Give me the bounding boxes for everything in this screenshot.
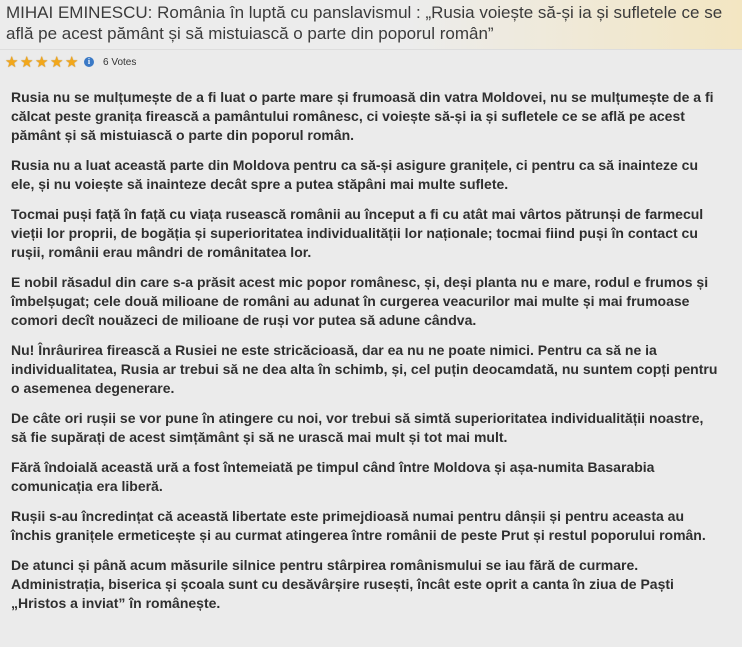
paragraph: Rusia nu se mulțumește de a fi luat o parte mare și frumoasă din vatra Moldovei, nu se mulțumește de a fi călcat peste granița firească a pamântului românesc, ci voiește să-și ia și sufletele ce se află pe acest pământ și să mistuiască o parte din poporul român.: [11, 89, 714, 143]
star-icon[interactable]: ★: [20, 53, 34, 71]
paragraph: De câte ori rușii se vor pune în atingere cu noi, vor trebui să simtă superioritatea individualității noastre, să fie supărați de acest simțământ și să ne urască mai mult și tot mai mult.: [11, 410, 704, 445]
paragraph: Nu! Înrâurirea firească a Rusiei ne este stricăcioasă, dar ea nu ne poate nimici. Pentru ca să ne ia individualitatea, Rusia ar trebui să ne dea alta în schimb, și, cel puțin deocamdată, nu suntem copți pentru o asemenea degenerare.: [11, 342, 718, 396]
paragraph: Rusia nu a luat această parte din Moldova pentru ca să-și asigure granițele, ci pentru ca să inainteze cu ele, și nu voiește să inainteze decât spre a putea stăpâni mai multe suflete.: [11, 157, 698, 192]
star-icon[interactable]: ★: [35, 53, 49, 71]
article-title: MIHAI EMINESCU: România în luptă cu panslavismul : „Rusia voiește să-și ia și sufletele ce se află pe acest pământ și să mistuiască o parte din poporul român”: [6, 3, 723, 43]
paragraph: Tocmai puși față în față cu viața rusească românii au început a fi cu atât mai vârtos pătrunși de farmecul vieții lor proprii, de bogăția și superioritatea individualității lor naționale; tocmai fiind puși în contact cu rușii, românii erau mândri de românitatea lor.: [11, 206, 704, 260]
paragraph: Rușii s-au încredințat că această libertate este primejdioasă numai pentru dânșii și pentru aceasta au închis granițele ermeticește și au curmat atingerea între românii de peste Prut și restul poporului român.: [11, 508, 706, 543]
star-icon[interactable]: ★: [65, 53, 79, 71]
votes-count: 6 Votes: [103, 56, 137, 68]
paragraph: Fără îndoială această ură a fost întemeiată pe timpul când între Moldova și așa-numita Basarabia comunicația era liberă.: [11, 459, 655, 494]
article-body: [0, 74, 742, 613]
title-bar: [0, 0, 742, 50]
star-icon[interactable]: ★: [50, 53, 64, 71]
paragraph: De atunci și până acum măsurile silnice pentru stârpirea românismului se iau fără de curmare. Administrația, biserica și școala sunt cu desăvârșire rusești, încât este oprit a canta în ziua de Paști „Hristos a inviat” în românește.: [11, 557, 674, 611]
star-icon[interactable]: ★: [5, 53, 19, 71]
rating-row: [0, 50, 742, 74]
paragraph: E nobil răsadul din care s-a prăsit acest mic popor românesc, și, deși planta nu e mare, rodul e frumos și îmbelșugat; cele două milioane de români au adunat în curgerea veacurilor mai multe și mai frumoase comori decît nouăzeci de milioane de ruși vor putea să adune cândva.: [11, 274, 709, 328]
info-icon[interactable]: i: [84, 57, 94, 67]
star-rating[interactable]: [5, 55, 80, 70]
